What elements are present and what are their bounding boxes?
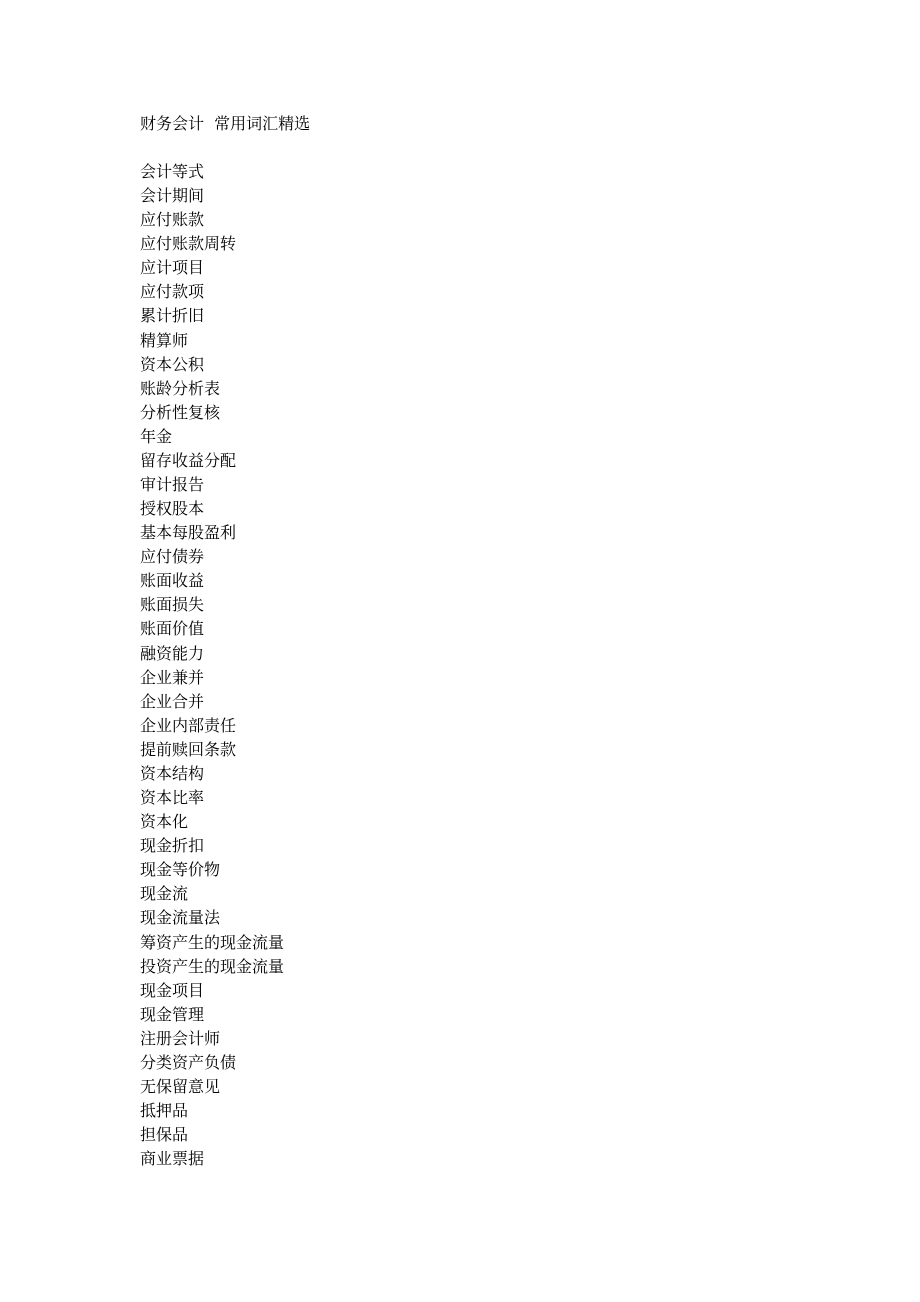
- term-item: 现金项目: [140, 980, 205, 1000]
- term-item: 抵押品: [140, 1101, 189, 1121]
- term-item: 账面损失: [140, 595, 205, 615]
- term-item: 投资产生的现金流量: [140, 956, 285, 976]
- term-item: 授权股本: [140, 499, 205, 519]
- term-item: 企业兼并: [140, 667, 205, 687]
- term-item: 账面价值: [140, 619, 205, 639]
- term-item: 分类资产负债: [140, 1052, 237, 1072]
- term-item: 企业内部责任: [140, 715, 237, 735]
- term-item: 应付账款周转: [140, 234, 237, 254]
- term-item: 提前赎回条款: [140, 739, 237, 759]
- term-item: 基本每股盈利: [140, 523, 237, 543]
- term-item: 应付债券: [140, 547, 205, 567]
- term-item: 企业合并: [140, 691, 205, 711]
- document-title: 财务会计 常用词汇精选: [140, 114, 311, 133]
- term-item: 累计折旧: [140, 306, 205, 326]
- term-item: 分析性复核: [140, 402, 221, 422]
- term-item: 留存收益分配: [140, 450, 237, 470]
- term-item: 资本结构: [140, 763, 205, 783]
- term-item: 现金折扣: [140, 836, 205, 856]
- term-item: 注册会计师: [140, 1028, 221, 1048]
- term-item: 现金等价物: [140, 860, 221, 880]
- term-item: 会计期间: [140, 186, 205, 206]
- term-item: 筹资产生的现金流量: [140, 932, 285, 952]
- term-item: 现金流量法: [140, 908, 221, 928]
- term-item: 审计报告: [140, 475, 205, 495]
- term-item: 资本化: [140, 812, 189, 832]
- term-item: 年金: [140, 426, 173, 446]
- term-item: 资本比率: [140, 788, 205, 808]
- term-item: 账面收益: [140, 571, 205, 591]
- term-item: 现金流: [140, 884, 189, 904]
- term-item: 担保品: [140, 1125, 189, 1145]
- term-item: 应付账款: [140, 210, 205, 230]
- term-item: 精算师: [140, 330, 189, 350]
- term-list: [140, 160, 284, 1171]
- term-item: 商业票据: [140, 1149, 205, 1169]
- term-item: 会计等式: [140, 162, 205, 181]
- term-item: 应付款项: [140, 282, 205, 302]
- term-item: 融资能力: [140, 643, 205, 663]
- term-item: 应计项目: [140, 258, 205, 278]
- term-item: 资本公积: [140, 354, 205, 374]
- term-item: 现金管理: [140, 1004, 205, 1024]
- term-item: 无保留意见: [140, 1076, 221, 1096]
- term-item: 账龄分析表: [140, 378, 221, 398]
